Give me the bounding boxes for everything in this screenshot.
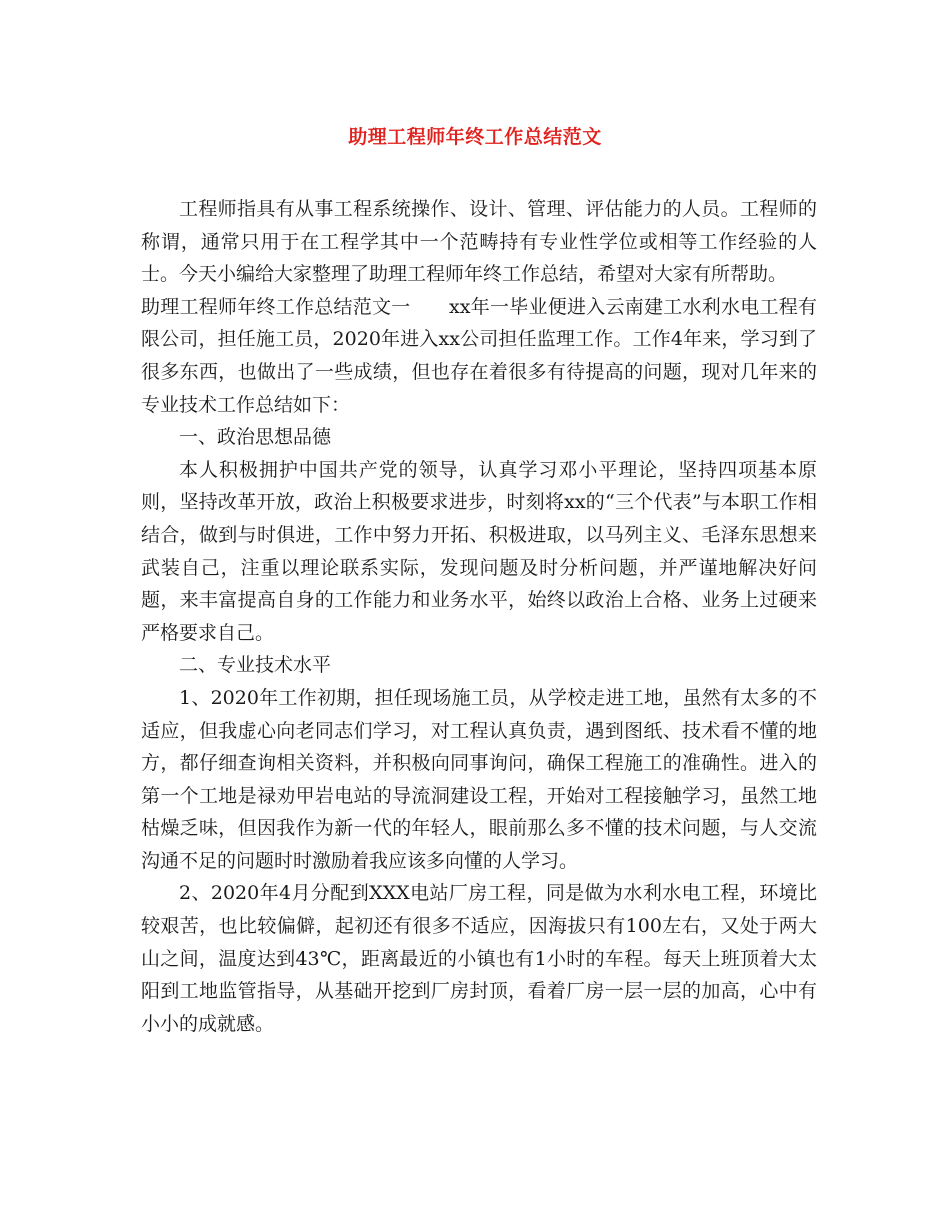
section-heading: 二、专业技术水平 [179, 654, 332, 677]
paragraph: 助理工程师年终工作总结范文一 xx年一毕业便进入云南建工水利水电工程有限公司，担任施工员，2020年进入xx公司担任监理工作。工作4年来，学习到了很多东西，也做出了一些成绩，但也存在着很多有待提高的问题，现对几年来的专业技术工作总结如下： [141, 295, 817, 416]
paragraph: 2、2020年4月分配到XXX电站厂房工程，同是做为水利水电工程，环境比较艰苦，也比较偏僻，起初还有很多不适应，因海拔只有100左右，又处于两大山之间，温度达到43℃，距离最近的小镇也有1小时的车程。每天上班顶着大太阳到工地监管指导，从基础开挖到厂房封顶，看着厂房一层一层的加高，心中有小小的成就感。 [141, 882, 817, 1035]
paragraph: 本人积极拥护中国共产党的领导，认真学习邓小平理论，坚持四项基本原则，坚持改革开放，政治上积极要求进步，时刻将xx的“三个代表”与本职工作相结合，做到与时俱进，工作中努力开拓、积极进取，以马列主义、毛泽东思想来武装自己，注重以理论联系实际，发现问题及时分析问题，并严谨地解决好问题，来丰富提高自身的工作能力和业务水平，始终以政治上合格、业务上过硬来严格要求自己。 [141, 458, 817, 644]
document-title: 助理工程师年终工作总结范文 [348, 126, 602, 148]
paragraph: 工程师指具有从事工程系统操作、设计、管理、评估能力的人员。工程师的称谓，通常只用于在工程学其中一个范畴持有专业性学位或相等工作经验的人士。今天小编给大家整理了助理工程师年终工作总结，希望对大家有所帮助。 [141, 198, 817, 286]
document-body [141, 193, 817, 1040]
section-heading: 一、政治思想品德 [179, 426, 332, 449]
paragraph: 1、2020年工作初期，担任现场施工员，从学校走进工地，虽然有太多的不适应，但我虚心向老同志们学习，对工程认真负责，遇到图纸、技术看不懂的地方，都仔细查询相关资料，并积极向同事询问，确保工程施工的准确性。进入的第一个工地是禄劝甲岩电站的导流洞建设工程，开始对工程接触学习，虽然工地枯燥乏味，但因我作为新一代的年轻人，眼前那么多不懂的技术问题，与人交流沟通不足的问题时时激励着我应该多向懂的人学习。 [141, 686, 817, 872]
